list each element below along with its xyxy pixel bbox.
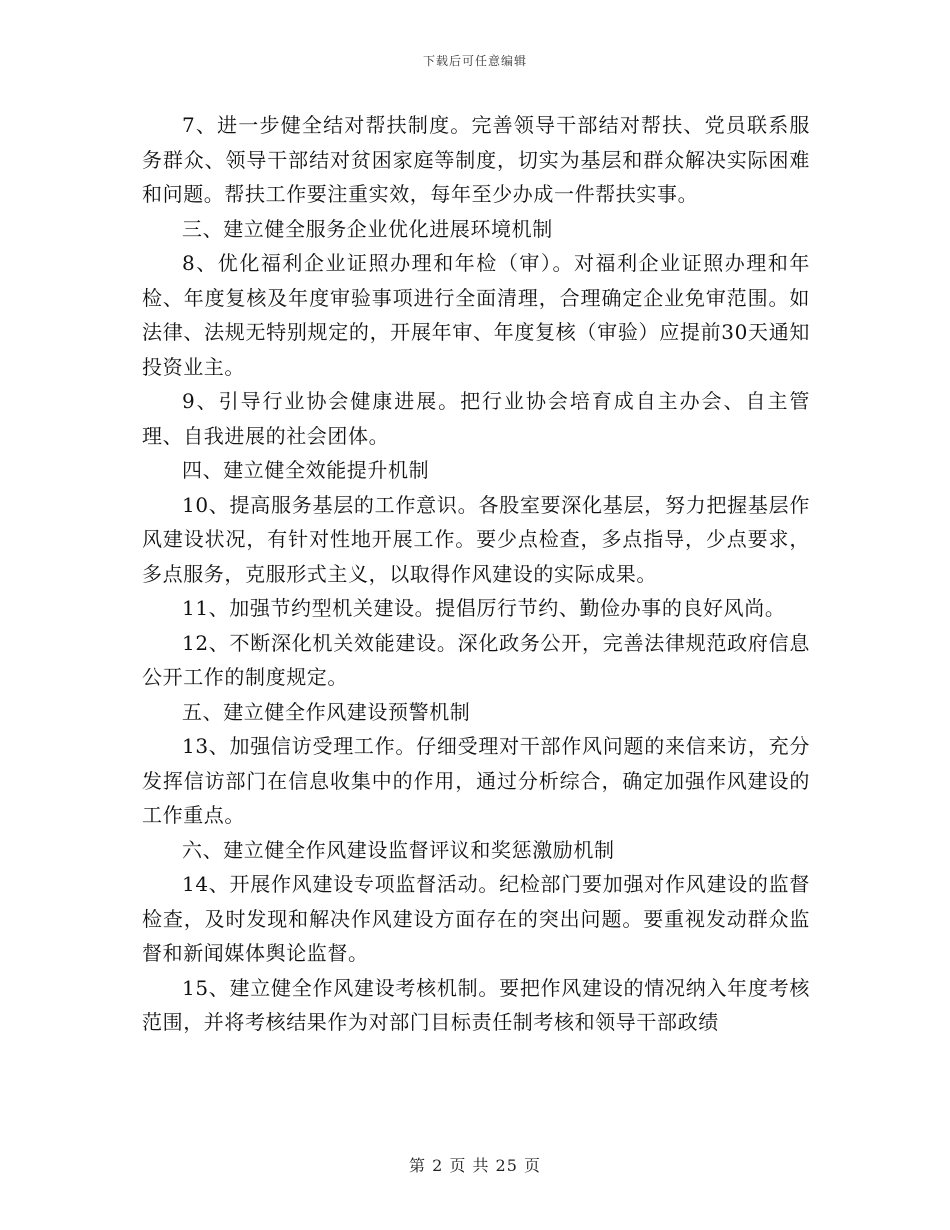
document-body	[142, 108, 810, 1040]
paragraph-13: 13、加强信访受理工作。仔细受理对干部作风问题的来信来访，充分发挥信访部门在信息收集中的作用，通过分析综合，确定加强作风建设的工作重点。	[142, 734, 810, 827]
page-number-footer: 第 2 页 共 25 页	[409, 1156, 541, 1175]
page-header: 下载后可任意编辑	[422, 54, 527, 68]
paragraph-11: 11、加强节约型机关建设。提倡厉行节约、勤俭办事的良好风尚。	[182, 596, 786, 620]
paragraph-7: 7、进一步健全结对帮扶制度。完善领导干部结对帮扶、党员联系服务群众、领导干部结对贫困家庭等制度，切实为基层和群众解决实际困难和问题。帮扶工作要注重实效，每年至少办成一件帮扶实事。	[142, 113, 810, 206]
paragraph-14: 14、开展作风建设专项监督活动。纪检部门要加强对作风建设的监督检查，及时发现和解决作风建设方面存在的突出问题。要重视发动群众监督和新闻媒体舆论监督。	[142, 872, 810, 965]
section-heading-5: 五、建立健全作风建设预警机制	[182, 699, 471, 724]
paragraph-8: 8、优化福利企业证照办理和年检（审）。对福利企业证照办理和年检、年度复核及年度审验事项进行全面清理，合理确定企业免审范围。如法律、法规无特别规定的，开展年审、年度复核（审验）应提前30天通知投资业主。	[142, 251, 810, 379]
paragraph-9: 9、引导行业协会健康进展。把行业协会培育成自主办会、自主管理、自我进展的社会团体。	[142, 389, 810, 448]
section-heading-3: 三、建立健全服务企业优化进展环境机制	[182, 216, 553, 241]
paragraph-12: 12、不断深化机关效能建设。深化政务公开，完善法律规范政府信息公开工作的制度规定。	[142, 630, 810, 689]
paragraph-15: 15、建立健全作风建设考核机制。要把作风建设的情况纳入年度考核范围，并将考核结果作为对部门目标责任制考核和领导干部政绩	[142, 975, 810, 1034]
section-heading-6: 六、建立健全作风建设监督评议和奖惩激励机制	[182, 837, 615, 862]
section-heading-4: 四、建立健全效能提升机制	[182, 458, 430, 482]
paragraph-10: 10、提高服务基层的工作意识。各股室要深化基层，努力把握基层作风建设状况，有针对性地开展工作。要少点检查，多点指导，少点要求，多点服务，克服形式主义，以取得作风建设的实际成果。	[142, 492, 810, 586]
